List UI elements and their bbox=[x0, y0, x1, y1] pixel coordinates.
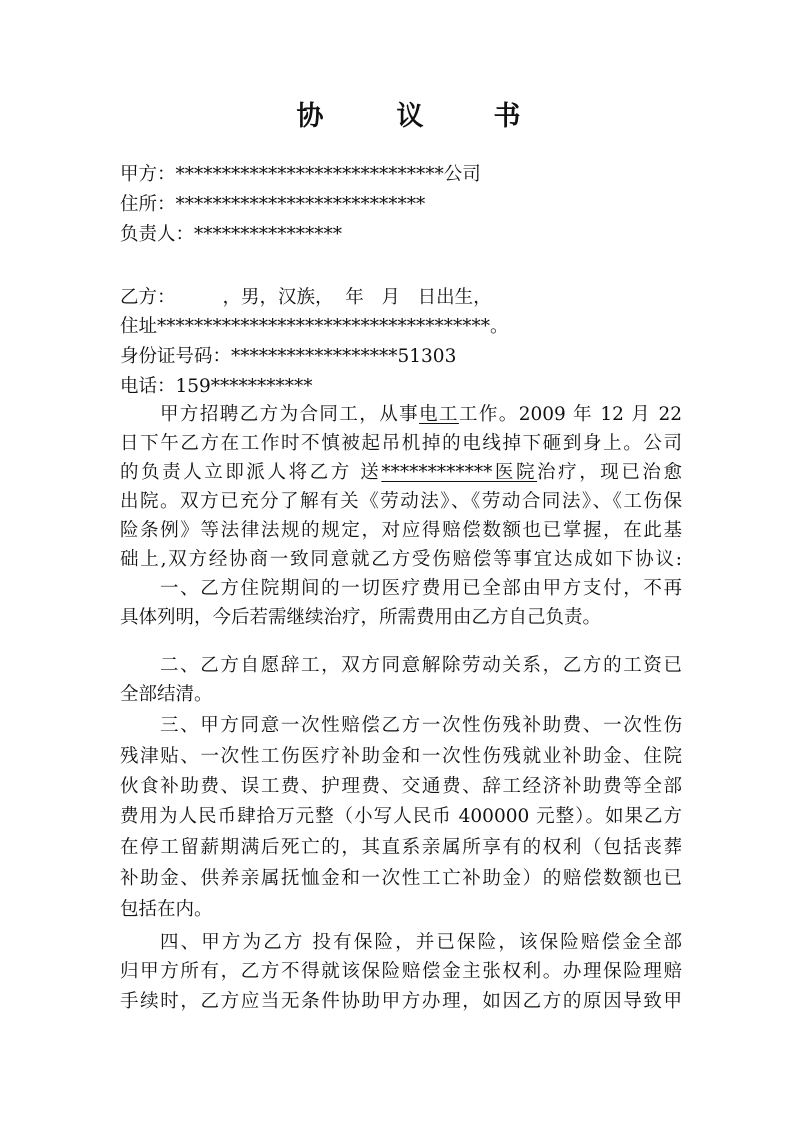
text-line bbox=[120, 774, 682, 800]
text-segment: 在停工留薪期满后死亡的，其直系亲属所享有的权利（包括丧葬 bbox=[120, 837, 682, 858]
text-line bbox=[120, 897, 682, 923]
title-char: 协 bbox=[296, 101, 324, 132]
text-segment: 三、甲方同意一次性赔偿乙方一次性伤残补助费、一次性伤 bbox=[160, 715, 682, 736]
text-segment: 乙方： ，男，汉族， 年 月 日出生， bbox=[120, 287, 492, 308]
text-segment: 甲方：*****************************公司 bbox=[120, 164, 481, 185]
text-line bbox=[120, 713, 682, 739]
text-line bbox=[120, 866, 682, 892]
text-line bbox=[120, 518, 682, 544]
text-line bbox=[120, 431, 682, 457]
text-line bbox=[120, 835, 682, 861]
text-segment: 身份证号码：******************51303 bbox=[120, 346, 457, 367]
underlined-text: 电工 bbox=[419, 404, 459, 425]
text-line bbox=[120, 489, 682, 515]
text-line bbox=[120, 605, 682, 631]
text-segment: 归甲方所有，乙方不得就该保险赔偿金主张权利。办理保险理赔 bbox=[120, 961, 682, 982]
text-line bbox=[120, 192, 682, 218]
text-line bbox=[120, 374, 682, 400]
text-line bbox=[120, 460, 682, 486]
text-segment: 补助金、供养亲属抚恤金和一次性工亡补助金）的赔偿数额也已 bbox=[120, 868, 682, 889]
text-segment: 四、甲方为乙方 投有保险，并已保险，该保险赔偿金全部 bbox=[160, 932, 682, 953]
title-char: 议 bbox=[396, 101, 424, 132]
text-line bbox=[120, 402, 682, 428]
text-segment: 的负责人立即派人将乙方 送 bbox=[120, 462, 382, 483]
text-segment: 包括在内。 bbox=[120, 899, 213, 920]
text-line bbox=[120, 744, 682, 770]
text-segment: 险条例》等法律法规的规定，对应得赔偿数额也已掌握，在此基 bbox=[120, 520, 682, 541]
text-segment: 负责人：**************** bbox=[120, 224, 343, 245]
text-segment: 甲方招聘乙方为合同工，从事 bbox=[160, 404, 420, 425]
text-line bbox=[120, 930, 682, 956]
text-segment: 住所：*************************** bbox=[120, 194, 426, 215]
text-segment: 出院。双方已充分了解有关《劳动法》、《劳动合同法》、《工伤保 bbox=[120, 491, 682, 512]
text-line bbox=[120, 222, 682, 248]
text-line bbox=[120, 804, 682, 830]
text-line bbox=[120, 653, 682, 679]
text-line bbox=[120, 547, 682, 573]
text-segment: 全部结清。 bbox=[120, 684, 213, 705]
underlined-text: ************医院 bbox=[381, 462, 538, 483]
text-segment: 二、乙方自愿辞工，双方同意解除劳动关系，乙方的工资已 bbox=[160, 655, 682, 676]
text-segment: 住址************************************。 bbox=[120, 316, 509, 337]
text-line bbox=[120, 285, 682, 311]
text-segment: 费用为人民币肆拾万元整（小写人民币 400000 元整）。如果乙方 bbox=[120, 806, 682, 827]
text-segment: 伙食补助费、误工费、护理费、交通费、辞工经济补助费等全部 bbox=[120, 776, 682, 797]
text-line bbox=[120, 314, 682, 340]
text-segment: 治疗，现已治愈 bbox=[537, 462, 682, 483]
text-line bbox=[120, 959, 682, 985]
text-segment: 工作。2009 年 12 月 22 bbox=[458, 404, 682, 425]
text-segment: 一、乙方住院期间的一切医疗费用已全部由甲方支付，不再 bbox=[160, 578, 682, 599]
text-line bbox=[120, 989, 682, 1015]
title-char: 书 bbox=[493, 101, 521, 132]
text-segment: 具体列明，今后若需继续治疗，所需费用由乙方自己负责。 bbox=[120, 607, 602, 628]
text-segment: 础上,双方经协商一致同意就乙方受伤赔偿等事宜达成如下协议: bbox=[120, 549, 682, 570]
text-segment: 电话：159*********** bbox=[120, 376, 313, 397]
document-title bbox=[0, 94, 794, 132]
text-line bbox=[120, 162, 682, 188]
text-line bbox=[120, 682, 682, 708]
text-line bbox=[120, 576, 682, 602]
text-line bbox=[120, 344, 682, 370]
text-segment: 残津贴、一次性工伤医疗补助金和一次性伤残就业补助金、住院 bbox=[120, 746, 682, 767]
text-segment: 手续时，乙方应当无条件协助甲方办理，如因乙方的原因导致甲 bbox=[120, 991, 682, 1012]
text-segment: 日下午乙方在工作时不慎被起吊机掉的电线掉下砸到身上。公司 bbox=[120, 433, 682, 454]
